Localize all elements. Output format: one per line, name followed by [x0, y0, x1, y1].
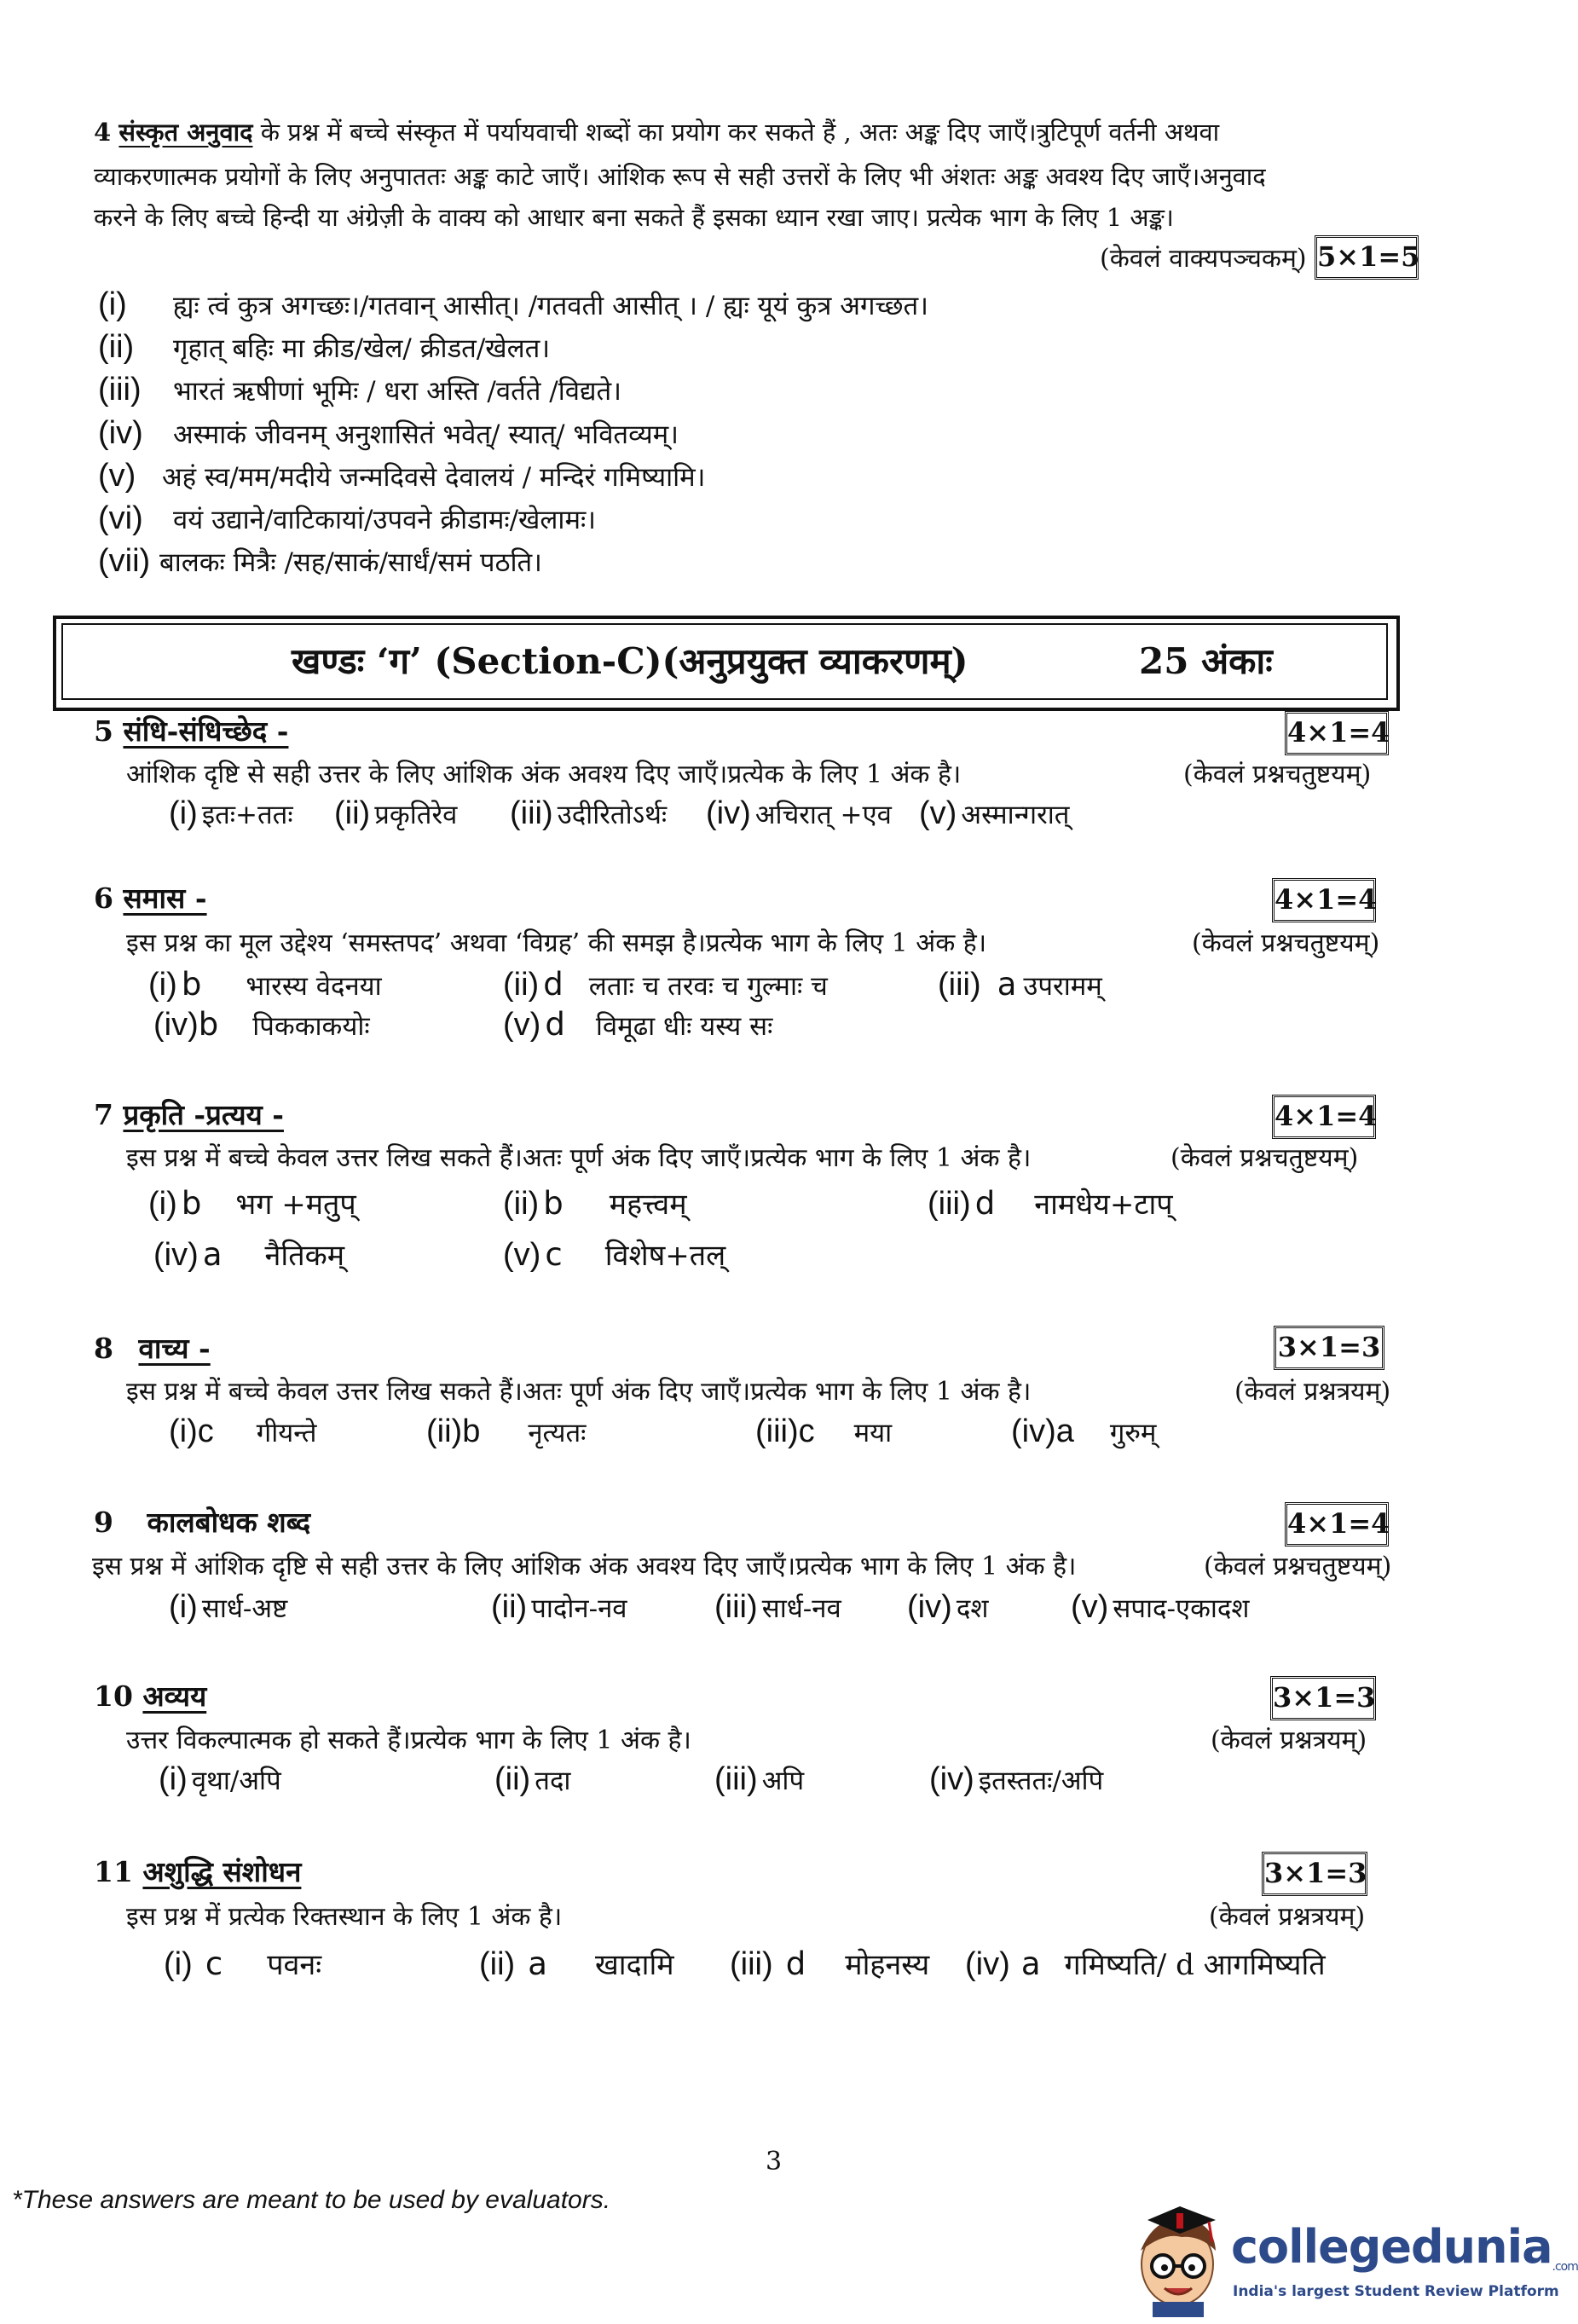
answer-option: b — [181, 1185, 202, 1222]
answer-number: (ii) — [503, 1186, 540, 1222]
answer-item — [153, 1234, 344, 1274]
page-number: 3 — [766, 2147, 783, 2177]
mascot-icon — [1130, 2198, 1224, 2317]
answer-number: (iii) — [730, 1946, 773, 1982]
q9-instruction: इस प्रश्न में आंशिक दृष्टि से सही उत्तर के लिए आंशिक अंक अवश्य दिए जाएँ।प्रत्येक भाग के लिए 1 अंक है। — [92, 1552, 1077, 1581]
q4-marks-box: 5×1=5 — [1315, 235, 1419, 280]
answer-item — [938, 966, 1102, 1003]
q4-line3: करने के लिए बच्चे हिन्दी या अंग्रेज़ी के वाक्य को आधार बना सकते हैं इसका ध्यान रखा जाए। प्रत्येक भाग के लिए 1 अङ्क। — [94, 203, 1174, 232]
answer-item — [714, 1761, 804, 1798]
q11-note: (केवलं प्रश्नत्रयम्) — [1209, 1902, 1366, 1932]
item-number: (i) — [98, 286, 127, 322]
answer-text: मोहनस्य — [845, 1948, 930, 1982]
answer-item — [755, 1413, 892, 1450]
q8-note: (केवलं प्रश्नत्रयम्) — [1234, 1377, 1391, 1407]
item-text: भारतं ऋषीणां भूमिः / धरा अस्ति /वर्तते /विद्यते। — [173, 376, 621, 407]
q9-title: कालबोधक शब्द — [147, 1506, 311, 1539]
answer-number: (v) — [1071, 1589, 1109, 1625]
q8-marks-box: 3×1=3 — [1274, 1326, 1384, 1370]
answer-text: नैतिकम् — [264, 1239, 345, 1273]
q6-note: (केवलं प्रश्नचतुष्टयम्) — [1192, 928, 1380, 958]
q9-note: (केवलं प्रश्नचतुष्टयम्) — [1204, 1552, 1392, 1581]
q7-title: प्रकृति -प्रत्यय - — [123, 1098, 284, 1131]
q10-heading — [94, 1676, 206, 1714]
q6-instruction: इस प्रश्न का मूल उद्देश्य ‘समस्तपद’ अथवा ‘विग्रह’ की समझ है।प्रत्येक भाग के लिए 1 अंक है। — [126, 928, 987, 958]
q4-text-1: के प्रश्न में बच्चे संस्कृत में पर्यायवाची शब्दों का प्रयोग कर सकते हैं , अतः अङ्क दिए जाएँ।त्रुटिपूर्ण वर्तनी अथवा — [260, 118, 1220, 147]
q5-heading — [94, 711, 288, 749]
answer-option: c — [205, 1945, 223, 1982]
answer-number: (iv) — [153, 1237, 199, 1273]
item-number: (iv) — [98, 415, 143, 451]
answer-text: पिककाकयोः — [252, 1011, 370, 1042]
brand-tagline: India's largest Student Review Platform — [1233, 2283, 1559, 2300]
answer-text: लताः च तरवः च गुल्माः च — [588, 971, 828, 1002]
answer-item — [503, 1183, 687, 1223]
answer-item — [907, 1589, 988, 1626]
answer-text: तदा — [535, 1766, 571, 1796]
q11-title: अशुद्धि संशोधन — [142, 1855, 302, 1888]
answer-text: महत्त्वम् — [609, 1188, 687, 1222]
q10-instruction: उत्तर विकल्पात्मक हो सकते हैं।प्रत्येक भाग के लिए 1 अंक है। — [126, 1726, 691, 1755]
q4-item — [98, 543, 542, 580]
q6-title: समास - — [123, 882, 207, 915]
answer-text: सार्ध-नव — [761, 1593, 841, 1624]
footer-note: *These answers are meant to be used by evaluators. — [12, 2186, 611, 2214]
answer-item — [491, 1589, 627, 1626]
q10-number: 10 — [94, 1679, 133, 1713]
answer-number: (iv)a — [1011, 1413, 1074, 1449]
answer-number: (i) — [164, 1946, 193, 1982]
answer-text: गुरुम् — [1109, 1418, 1157, 1448]
item-text: अस्माकं जीवनम् अनुशासितं भवेत्/ स्यात्/ भवितव्यम्। — [173, 419, 679, 450]
answer-text: दश — [956, 1593, 989, 1624]
answer-text: भारस्य वेदनया — [246, 971, 382, 1002]
brand-logo[interactable] — [1130, 2198, 1578, 2317]
answer-text: उपरामम् — [1023, 971, 1102, 1002]
q5-instruction: आंशिक दृष्टि से सही उत्तर के लिए आंशिक अंक अवश्य दिए जाएँ।प्रत्येक के लिए 1 अंक है। — [126, 760, 962, 789]
answer-number: (iv) — [706, 795, 751, 831]
answer-number: (iii)c — [755, 1413, 815, 1449]
q4-item — [98, 500, 596, 537]
item-number: (vi) — [98, 500, 143, 536]
answer-text: वृथा/अपि — [191, 1766, 281, 1796]
answer-option: b — [543, 1185, 564, 1222]
q7-instruction: इस प्रश्न में बच्चे केवल उत्तर लिख सकते हैं।अतः पूर्ण अंक दिए जाएँ।प्रत्येक भाग के लिए 1 अंक है। — [126, 1143, 1032, 1173]
answer-number: (iii) — [928, 1186, 971, 1222]
answer-item — [1071, 1589, 1249, 1626]
q8-title: वाच्य - — [138, 1332, 211, 1365]
q6-marks-box: 4×1=4 — [1272, 878, 1376, 922]
q4-number: 4 — [94, 118, 112, 147]
item-text: अहं स्व/मम/मदीये जन्मदिवसे देवालयं / मन्दिरं गमिष्यामि। — [162, 462, 706, 493]
q7-marks-box: 4×1=4 — [1272, 1095, 1376, 1139]
answer-item — [706, 795, 892, 832]
answer-item — [714, 1589, 841, 1626]
answer-item — [503, 1234, 725, 1274]
answer-number: (v) — [503, 1237, 541, 1273]
item-number: (vii) — [98, 543, 151, 579]
q8-instruction: इस प्रश्न में बच्चे केवल उत्तर लिख सकते हैं।अतः पूर्ण अंक दिए जाएँ।प्रत्येक भाग के लिए 1 अंक है। — [126, 1377, 1032, 1407]
q7-heading — [94, 1095, 284, 1133]
answer-text: खादामि — [594, 1948, 674, 1982]
q8-heading — [94, 1328, 211, 1367]
answer-option: c — [545, 1236, 563, 1273]
answer-number: (i)c — [169, 1413, 214, 1449]
answer-number: (v) — [503, 1007, 541, 1043]
brand-name — [1231, 2220, 1578, 2274]
answer-text: मया — [853, 1418, 893, 1448]
answer-option: a — [1020, 1945, 1041, 1982]
section-c-title: खण्डः ‘ग’ (Section-C)(अनुप्रयुक्त व्याकरणम्) — [292, 640, 968, 682]
item-text: ह्यः त्वं कुत्र अगच्छः।/गतवान् आसीत्। /गतवती आसीत् । / ह्यः यूयं कुत्र अगच्छत। — [173, 291, 928, 321]
answer-number: (iii) — [714, 1761, 758, 1797]
answer-item — [153, 1006, 370, 1043]
answer-number: (ii) — [494, 1761, 531, 1797]
answer-text: प्रकृतिरेव — [374, 800, 458, 830]
q10-marks-box: 3×1=3 — [1270, 1676, 1376, 1720]
answer-number: (v) — [919, 795, 957, 831]
answer-item — [169, 1589, 287, 1626]
answer-text: भग +मतुप् — [235, 1188, 356, 1222]
answer-item — [494, 1761, 570, 1798]
answer-number: (iv) — [153, 1007, 199, 1043]
answer-number: (ii) — [491, 1589, 528, 1625]
q7-note: (केवलं प्रश्नचतुष्टयम्) — [1170, 1143, 1359, 1173]
answer-item — [164, 1944, 321, 1983]
q11-marks-box: 3×1=3 — [1262, 1852, 1367, 1896]
answer-item — [503, 966, 828, 1003]
q7-number: 7 — [94, 1098, 113, 1131]
answer-text: विशेष+तल् — [604, 1239, 726, 1273]
answer-text: अस्मान्गरात् — [961, 800, 1070, 830]
answer-item — [928, 1183, 1173, 1223]
item-number: (v) — [98, 458, 136, 494]
q5-note: (केवलं प्रश्नचतुष्टयम्) — [1183, 760, 1372, 789]
answer-item — [159, 1761, 281, 1798]
answer-option: d — [785, 1945, 806, 1982]
q6-number: 6 — [94, 882, 113, 915]
answer-text: सार्ध-अष्ट — [201, 1593, 288, 1624]
q10-note: (केवलं प्रश्नत्रयम्) — [1211, 1726, 1367, 1755]
answer-item — [169, 795, 293, 832]
answer-option: b — [198, 1006, 219, 1043]
answer-item — [1011, 1413, 1156, 1450]
q10-title: अव्यय — [142, 1679, 207, 1713]
answer-number: (i) — [148, 967, 177, 1003]
answer-option: d — [543, 966, 564, 1003]
answer-option: a — [202, 1236, 223, 1273]
item-text: गृहात् बहिः मा क्रीड/खेल/ क्रीडत/खेलत। — [173, 333, 551, 364]
answer-item — [510, 795, 667, 832]
q4-item — [98, 458, 705, 494]
q9-marks-box: 4×1=4 — [1285, 1502, 1389, 1546]
answer-number: (iv) — [965, 1946, 1010, 1982]
answer-text: पवनः — [267, 1948, 322, 1982]
q11-instruction: इस प्रश्न में प्रत्येक रिक्तस्थान के लिए 1 अंक है। — [126, 1902, 563, 1932]
answer-text: अचिरात् +एव — [754, 800, 892, 830]
answer-text: इतः+ततः — [201, 800, 293, 830]
answer-number: (iii) — [510, 795, 553, 831]
answer-option: d — [974, 1185, 996, 1222]
brand-suffix: .com — [1552, 2260, 1578, 2274]
answer-item — [965, 1944, 1326, 1983]
answer-item — [169, 1413, 316, 1450]
answer-text: सपाद-एकादश — [1113, 1593, 1250, 1624]
answer-item — [503, 1006, 772, 1043]
q8-number: 8 — [94, 1332, 113, 1365]
brand-name-text: collegedunia — [1231, 2220, 1552, 2274]
q5-marks-box: 4×1=4 — [1285, 711, 1389, 755]
answer-text: नृत्यतः — [528, 1418, 587, 1448]
item-number: (ii) — [98, 329, 135, 365]
answer-item — [148, 966, 382, 1003]
answer-text: इतस्ततः/अपि — [978, 1766, 1104, 1796]
q4-note: (केवलं वाक्यपञ्चकम्) — [1100, 244, 1307, 274]
answer-text: अपि — [761, 1766, 805, 1796]
q4-item — [98, 329, 550, 366]
item-text: वयं उद्याने/वाटिकायां/उपवने क्रीडामः/खेलामः। — [173, 505, 597, 535]
q4-item — [98, 415, 679, 452]
section-c-marks: 25 अंकाः — [1139, 640, 1273, 682]
answer-item — [334, 795, 457, 832]
answer-number: (i) — [169, 795, 198, 831]
answer-text: नामधेय+टाप् — [1034, 1188, 1173, 1222]
answer-item — [929, 1761, 1103, 1798]
item-number: (iii) — [98, 372, 142, 408]
q4-line1 — [94, 109, 1219, 155]
answer-item — [148, 1183, 356, 1223]
answer-number: (i) — [148, 1186, 177, 1222]
q11-number: 11 — [94, 1855, 133, 1888]
q4-line2: व्याकरणात्मक प्रयोगों के लिए अनुपाततः अङ्क काटे जाएँ। आंशिक रूप से सही उत्तरों के लिए भी अंशतः अङ्क अवश्य दिए जाएँ।अनुवाद — [94, 162, 1266, 191]
q4-title: संस्कृत अनुवाद — [118, 118, 253, 147]
answer-text: गमिष्यति/ d आगमिष्यति — [1064, 1948, 1326, 1982]
answer-item — [426, 1413, 586, 1450]
answer-number: (iii) — [714, 1589, 758, 1625]
answer-number: (ii) — [334, 795, 371, 831]
answer-option: a — [997, 966, 1017, 1003]
answer-text: पादोन-नव — [531, 1593, 627, 1624]
answer-number: (ii) — [479, 1946, 516, 1982]
answer-text: उदीरितोऽर्थः — [557, 800, 668, 830]
q5-title: संधि-संधिच्छेद - — [123, 714, 289, 748]
answer-item — [919, 795, 1069, 832]
q5-number: 5 — [94, 714, 113, 748]
answer-item — [479, 1944, 674, 1983]
q9-heading — [94, 1502, 310, 1541]
answer-number: (iv) — [929, 1761, 974, 1797]
answer-number: (ii) — [503, 967, 540, 1003]
answer-text: गीयन्ते — [256, 1418, 317, 1448]
answer-number: (ii)b — [426, 1413, 481, 1449]
q9-number: 9 — [94, 1506, 113, 1539]
q6-heading — [94, 878, 207, 916]
q4-item — [98, 286, 928, 323]
answer-item — [730, 1944, 929, 1983]
answer-number: (iii) — [938, 967, 981, 1003]
item-text: बालकः मित्रैः /सह/साकं/सार्धं/समं पठति। — [159, 547, 542, 578]
q4-item — [98, 372, 621, 408]
answer-number: (iv) — [907, 1589, 952, 1625]
q11-heading — [94, 1852, 301, 1890]
answer-text: विमूढा धीः यस्य सः — [595, 1011, 773, 1042]
answer-number: (i) — [169, 1589, 198, 1625]
answer-option: b — [181, 966, 202, 1003]
answer-option: a — [528, 1945, 547, 1982]
answer-number: (i) — [159, 1761, 188, 1797]
answer-option: d — [545, 1006, 565, 1043]
